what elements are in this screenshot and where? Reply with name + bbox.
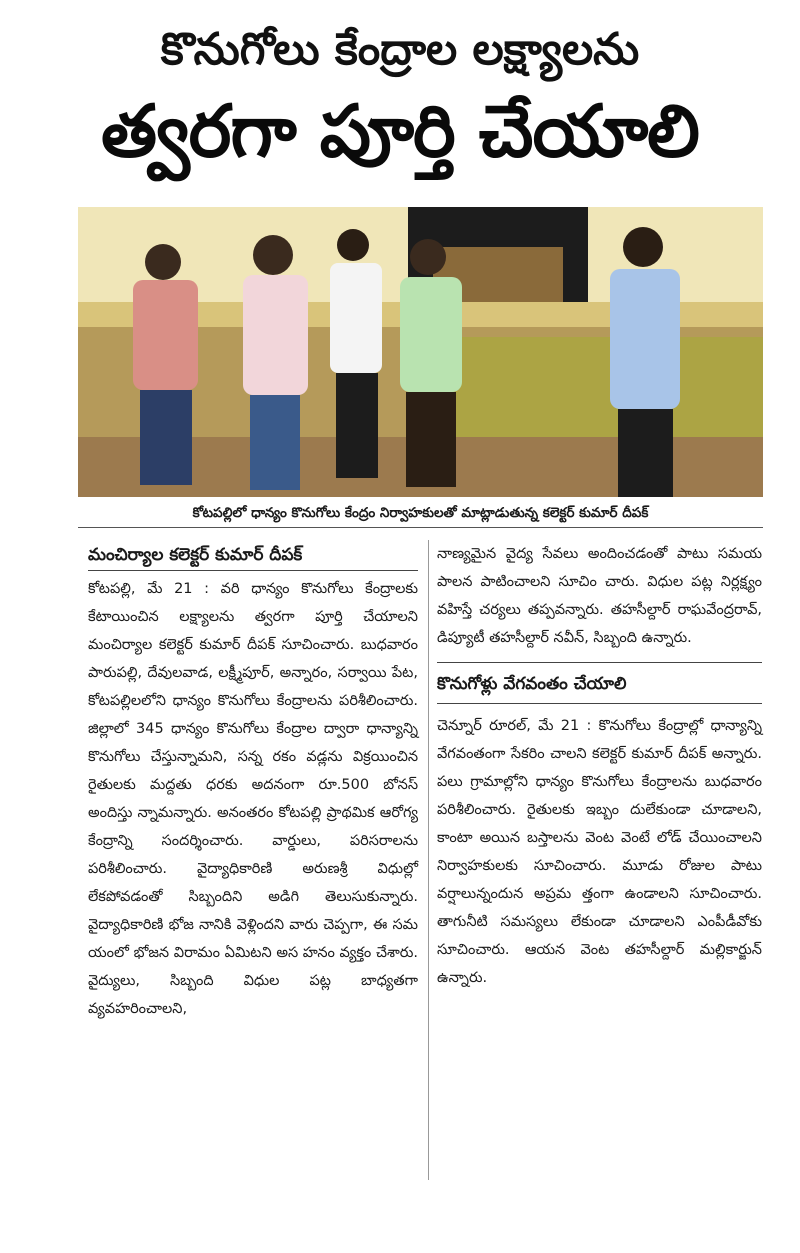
article-body-left: కోటపల్లి, మే 21 : వరి ధాన్యం కొనుగోలు కేంద్రాలకు కేటాయించిన లక్ష్యాలను త్వరగా పూర్తి చేయాలని మంచిర్యాల కలెక్టర్ కుమార్ దీపక్ సూచించారు. బుధవారం పారుపల్లి, దేవులవాడ, లక్ష్మీపూర్, అన్నారం, సర్వాయి పేట, కోటపల్లిలలోని ధాన్యం కొనుగోలు కేంద్రాలను పరిశీలించారు. జిల్లాలో 345 ధాన్యం కొనుగోలు కేంద్రాల ద్వారా ధాన్యాన్ని కొనుగోలు చేస్తున్నామని, సన్న రకం వడ్లను విక్రయించిన రైతులకు మద్దతు ధరకు అదనంగా రూ.500 బోనస్ అందిస్తు న్నామన్నారు. అనంతరం కోటపల్లి ప్రాథమిక ఆరోగ్య కేంద్రాన్ని సందర్శించారు. వార్డులు, పరిసరాలను పరిశీలించారు. వైద్యాధికారిణి అరుణశ్రీ విధుల్లో లేకపోవడంతో సిబ్బందిని అడిగి తెలుసుకున్నారు. వైద్యాధికారిణి భోజ నానికి వెళ్లిందని వారు చెప్పగా, ఈ సమ యంలో భోజన విరామం ఏమిటని అస హనం వ్యక్తం చేశారు. వైద్యులు, సిబ్బంది విధుల పట్ల బాధ్యతగా వ్యవహరించాలని, [88, 581, 418, 1017]
news-photo [78, 207, 763, 497]
photo-caption: కోటపల్లిలో ధాన్యం కొనుగోలు కేంద్రం నిర్వాహకులతో మాట్లాడుతున్న కలెక్టర్ కుమార్ దీపక్ [78, 500, 763, 528]
article-body-right-1: నాణ్యమైన వైద్య సేవలు అందించడంతో పాటు సమయ పాలన పాటించాలని సూచిం చారు. విధుల పట్ల నిర్లక్ష్యం వహిస్తే చర్యలు తప్పవన్నారు. తహసీల్దార్ రాఘవేంద్రరావ్, డిప్యూటీ తహసీల్దార్ నవీన్, సిబ్బంది ఉన్నారు. [437, 546, 762, 646]
article-right-column [437, 540, 762, 992]
subheading: కొనుగోళ్లు వేగవంతం చేయాలి [437, 662, 762, 704]
byline: మంచిర్యాల కలెక్టర్ కుమార్ దీపక్ [88, 540, 418, 571]
article-left-column [88, 540, 418, 1023]
column-divider [428, 540, 429, 1180]
article-body-right-2: చెన్నూర్ రూరల్, మే 21 : కొనుగోలు కేంద్రాల్లో ధాన్యాన్ని వేగవంతంగా సేకరిం చాలని కలెక్టర్ కుమార్ దీపక్ అన్నారు. పలు గ్రామాల్లోని ధాన్యం కొనుగోలు కేంద్రాలను బుధవారం పరిశీలించారు. రైతులకు ఇబ్బం దులేకుండా చూడాలని, కాంటా అయిన బస్తాలను వెంట వెంటే లోడ్ చేయించాలని నిర్వాహకులకు సూచించారు. మూడు రోజుల పాటు వర్షాలున్నందున అప్రమ త్తంగా ఉండాలని సూచించారు. తాగునీటి సమస్యలు లేకుండా చూడాలని ఎంపీడీవోకు సూచించారు. ఆయన వెంట తహసీల్దార్ మల్లికార్జున్ ఉన్నారు. [437, 718, 762, 986]
headline-line1: కొనుగోలు కేంద్రాల లక్ష్యాలను [160, 24, 640, 75]
headline-line2: త్వరగా పూర్తి చేయాలి [101, 89, 699, 173]
